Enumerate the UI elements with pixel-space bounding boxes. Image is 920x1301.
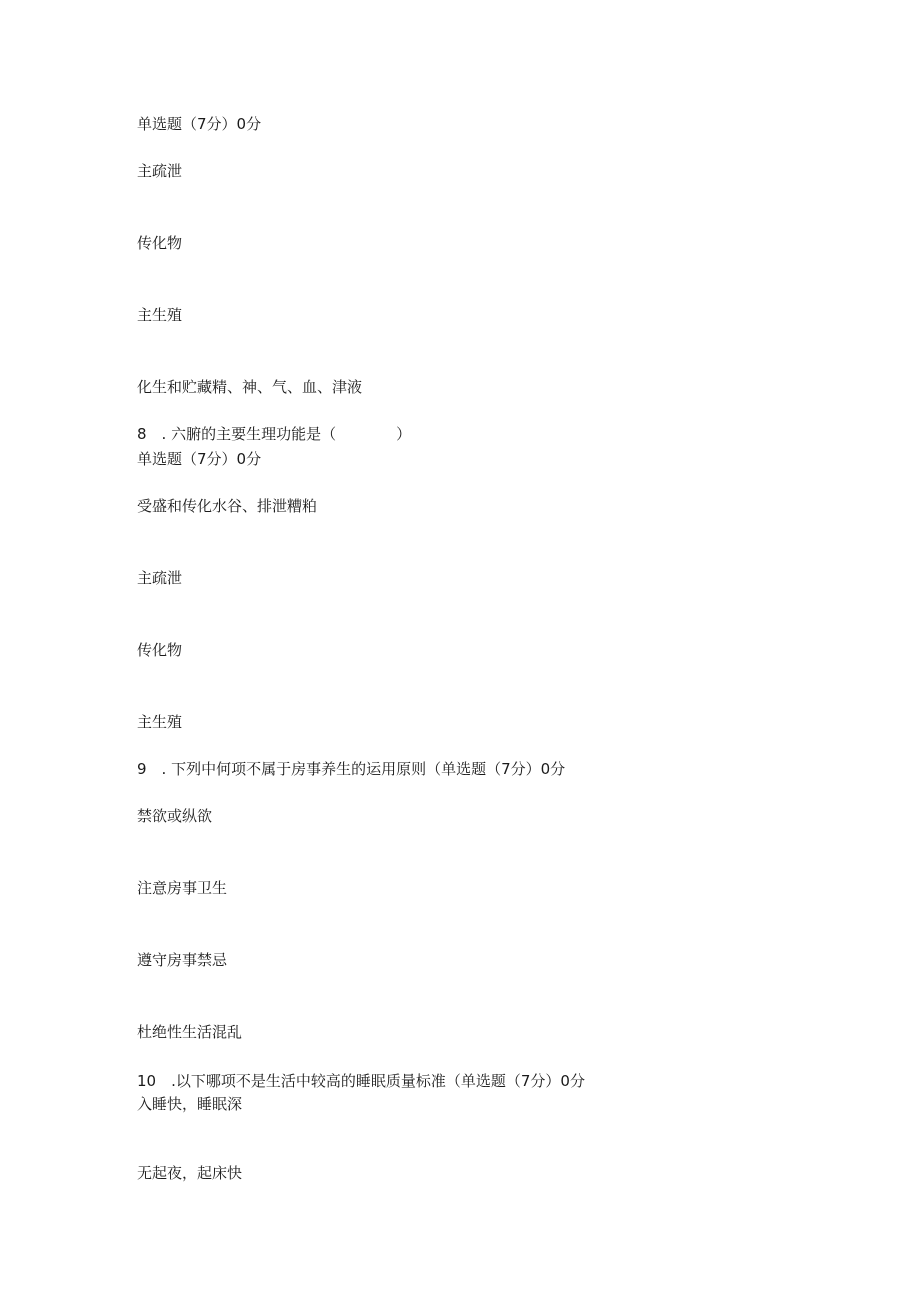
answer-option: 主生殖 <box>137 713 183 731</box>
answer-option: 主疏泄 <box>137 569 183 587</box>
answer-option: 主疏泄 <box>137 162 183 180</box>
question-8-text: 8 . 六腑的主要生理功能是（ ） <box>137 425 412 443</box>
answer-option: 受盛和传化水谷、排泄糟粕 <box>137 497 318 515</box>
answer-option: 入睡快，睡眠深 <box>137 1095 243 1113</box>
question-type-label: 单选题（7分）0分 <box>137 115 262 133</box>
answer-option: 传化物 <box>137 234 183 252</box>
answer-option: 化生和贮藏精、神、气、血、津液 <box>137 378 363 396</box>
answer-option: 杜绝性生活混乱 <box>137 1023 243 1041</box>
answer-option: 主生殖 <box>137 306 183 324</box>
question-9-text: 9 . 下列中何项不属于房事养生的运用原则（单选题（7分）0分 <box>137 760 566 778</box>
answer-option: 无起夜，起床快 <box>137 1164 243 1182</box>
question-type-label: 单选题（7分）0分 <box>137 450 262 468</box>
answer-option: 禁欲或纵欲 <box>137 807 213 825</box>
answer-option: 遵守房事禁忌 <box>137 951 228 969</box>
answer-option: 传化物 <box>137 641 183 659</box>
answer-option: 注意房事卫生 <box>137 879 228 897</box>
question-10-text: 10 .以下哪项不是生活中较高的睡眠质量标准（单选题（7分）0分 <box>137 1072 585 1090</box>
